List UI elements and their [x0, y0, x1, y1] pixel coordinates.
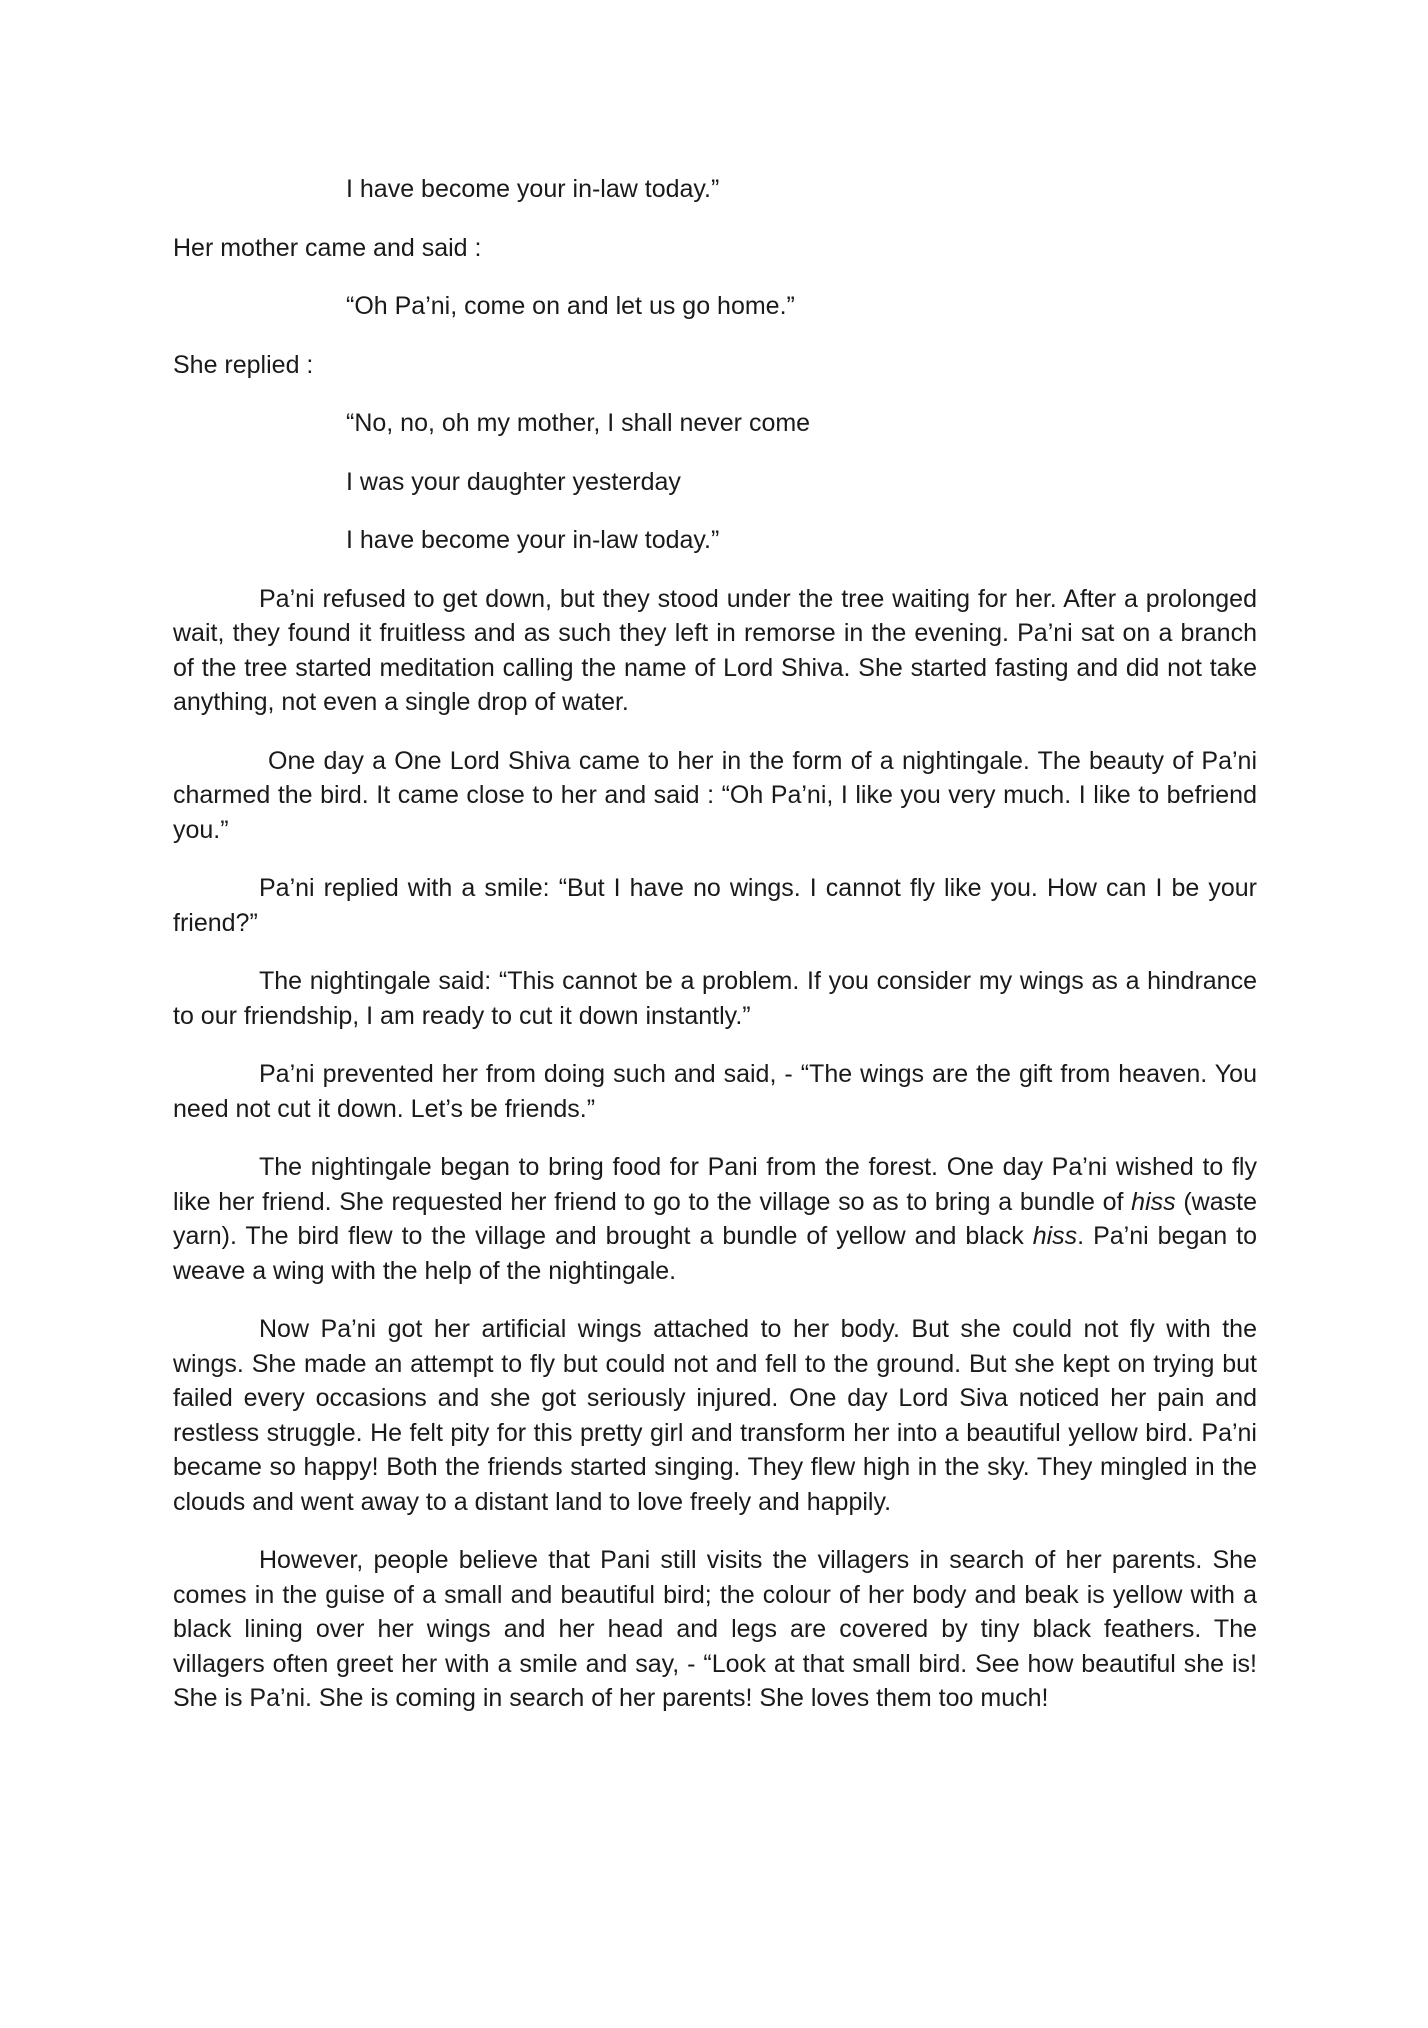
speaker-line: She replied : [173, 350, 314, 379]
body-paragraph [173, 964, 1257, 1033]
body-paragraph [173, 582, 1257, 720]
body-paragraph [173, 1543, 1257, 1716]
paragraph-text: Pa’ni replied with a smile: “But I have no wings. I cannot fly like you. How can I be your friend?” [173, 874, 1257, 937]
body-paragraph [173, 871, 1257, 940]
verse-line: “No, no, oh my mother, I shall never come [346, 409, 811, 437]
paragraph-text: . Pa’ni began to weave a wing with the help of the nightingale. [173, 1222, 1257, 1285]
body-paragraph [173, 1312, 1257, 1519]
document-page [173, 172, 1257, 1740]
italic-term: hiss [1131, 1187, 1176, 1216]
verse-line: I have become your in-law today.” [346, 175, 720, 203]
speaker-line: Her mother came and said : [173, 233, 482, 262]
verse-line: “Oh Pa’ni, come on and let us go home.” [346, 292, 795, 320]
body-paragraph [173, 1150, 1257, 1288]
paragraph-text: Pa’ni refused to get down, but they stood under the tree waiting for her. After a prolonged wait, they found it fruitless and as such they left in remorse in the evening. Pa’ni sat on a branch of the tree started meditation calling the name of Lord Shiva. She started fasting and did not take anything, not even a single drop of water. [173, 584, 1257, 716]
verse-line: I was your daughter yesterday [346, 467, 681, 496]
body-paragraph [173, 1057, 1257, 1126]
paragraph-text: Pa’ni prevented her from doing such and said, - “The wings are the gift from heaven. You need not cut it down. Let’s be friends.” [173, 1060, 1257, 1123]
paragraph-text: (waste yarn). The bird flew to the village and brought a bundle of yellow and black [173, 1187, 1257, 1250]
paragraph-text: However, people believe that Pani still visits the villagers in search of her parents. She comes in the guise of a small and beautiful bird; the colour of her body and beak is yellow with a black lining over her wings and her head and legs are covered by tiny black feathers. The villagers often greet her with a smile and say, - “Look at that small bird. See how beautiful she is! She is Pa’ni. She is coming in search of her parents! She loves them too much! [173, 1546, 1257, 1712]
paragraph-text: The nightingale began to bring food for Pani from the forest. One day Pa’ni wished to fly like her friend. She requested her friend to go to the village so as to bring a bundle of [173, 1153, 1257, 1216]
italic-term: hiss [1032, 1222, 1078, 1250]
paragraph-text: Now Pa’ni got her artificial wings attached to her body. But she could not fly with the wings. She made an attempt to fly but could not and fell to the ground. But she kept on trying but failed every occasions and she got seriously injured. One day Lord Siva noticed her pain and restless struggle. He felt pity for this pretty girl and transform her into a beautiful yellow bird. Pa’ni became so happy! Both the friends started singing. They flew high in the sky. They mingled in the clouds and went away to a distant land to love freely and happily. [173, 1315, 1257, 1516]
paragraph-text: One day a One Lord Shiva came to her in the form of a nightingale. The beauty of Pa’ni charmed the bird. It came close to her and said : “Oh Pa’ni, I like you very much. I like to befriend you.” [173, 746, 1257, 844]
verse-line: I have become your in-law today.” [346, 526, 720, 554]
body-paragraph [173, 744, 1257, 848]
paragraph-text: The nightingale said: “This cannot be a problem. If you consider my wings as a hindrance to our friendship, I am ready to cut it down instantly.” [173, 967, 1257, 1030]
